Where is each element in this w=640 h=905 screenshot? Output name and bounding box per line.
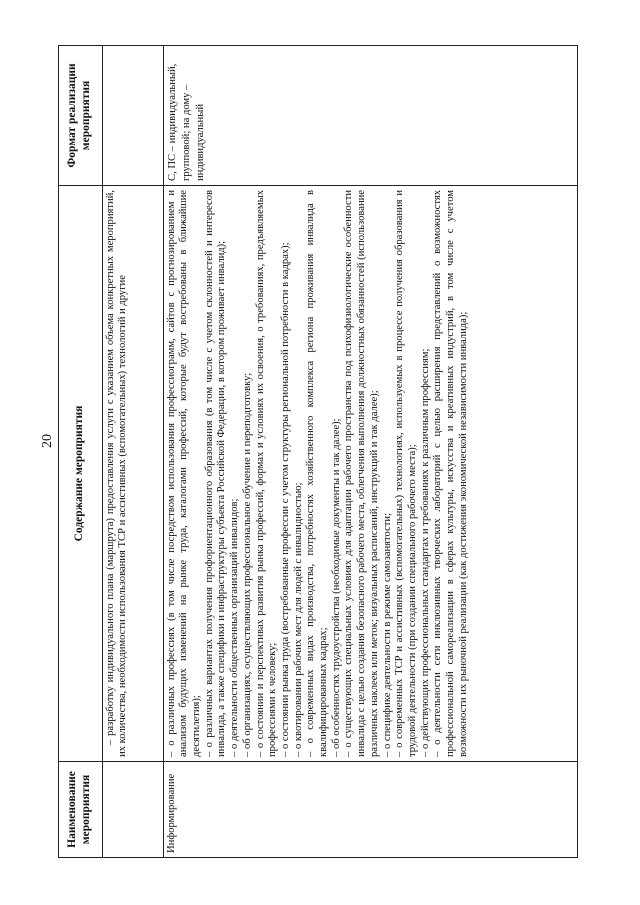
intro-content-cell: [102, 186, 163, 762]
list-item: – о специфике деятельности в режиме самозанятости;: [381, 512, 393, 757]
list-item: – о различных вариантах получения профориентационного образования (в том числе с учетом склонностей и интересов инвалида, а также специфики и инфраструктуры субъекта Российской Федерации, в котором проживает инвалид);: [203, 190, 228, 757]
intro-name-cell: [102, 762, 163, 858]
header-content: Содержание мероприятия: [59, 186, 103, 762]
list-item: – о деятельности сети инклюзивных творческих лабораторий с целью расширения представлений о возможностях профессиональной самореализации в сферах культуры, искусства и креативных индустрий, в том числе с учетом возможности их рыночной реализации (как достижения экономической независимости инвалида);: [432, 190, 469, 757]
measures-table: [58, 45, 578, 858]
page-number: 20: [40, 434, 55, 448]
header-name: Наименование мероприятия: [59, 762, 103, 858]
list-item: – об особенностях трудоустройства (необходимые документы и так далее);: [330, 418, 342, 757]
intro-format-cell: [102, 46, 163, 186]
table-row: [163, 46, 577, 858]
list-item: – об организациях, осуществляющих профессиональное обучение и переподготовку;: [241, 372, 253, 757]
table-header-row: [59, 46, 103, 858]
measure-content-cell: [163, 186, 577, 762]
list-item: – о существующих специальных условиях для адаптации рабочего пространства под психофизиологические особенности инвалида с целью создания безопасного рабочего места, облегчения выполнения должностных обязанностей (использование различных наклеек или меток; визуальных расписаний, инструкций и так далее);: [343, 190, 380, 757]
measure-name-cell: Информирование: [163, 762, 577, 858]
list-item: – о действующих профессиональных стандартах и требованиях к различным профессиям;: [419, 348, 431, 757]
measure-format-cell: С, ПС – индивидуальный, групповой; на дому – индивидуальный: [163, 46, 577, 186]
list-item: – о квотировании рабочих мест для людей с инвалидностью;: [292, 482, 304, 757]
list-item: – о состоянии и перспективах развития рынка профессий, формах и условиях их освоения, о требованиях, предъявляемых профессиями к человеку;: [254, 190, 279, 757]
rotated-page: [58, 46, 578, 858]
list-item: – о различных профессиях (в том числе посредством использования профессиограмм, сайтов с прогнозированием и анализом будущих изменений на рынке труда, каталогами профессий, которые будут востребованы в ближайшие десятилетия);: [165, 190, 202, 757]
intro-content-text: – разработку индивидуального плана (маршрута) предоставления услуги с указанием объема конкретных мероприятий, их количества, необходимости использования ТСР и ассистивных (вспомогательных) технологий и другие: [104, 190, 129, 757]
list-item: – о современных ТСР и ассистивных (вспомогательных) технологиях, используемых в процессе получения образования и трудовой деятельности (при создании специального рабочего места);: [394, 190, 418, 757]
list-item: – о современных видах производства, потребностях хозяйственного комплекса региона проживания инвалида в квалифицированных кадрах;: [305, 190, 330, 757]
list-item: – о деятельности общественных организаций инвалидов;: [229, 498, 241, 757]
table-row: [102, 46, 163, 858]
list-item: – о состоянии рынка труда (востребованные профессии с учетом структуры региональной потребности в кадрах);: [279, 242, 291, 757]
header-format: Формат реализации мероприятия: [59, 46, 103, 186]
